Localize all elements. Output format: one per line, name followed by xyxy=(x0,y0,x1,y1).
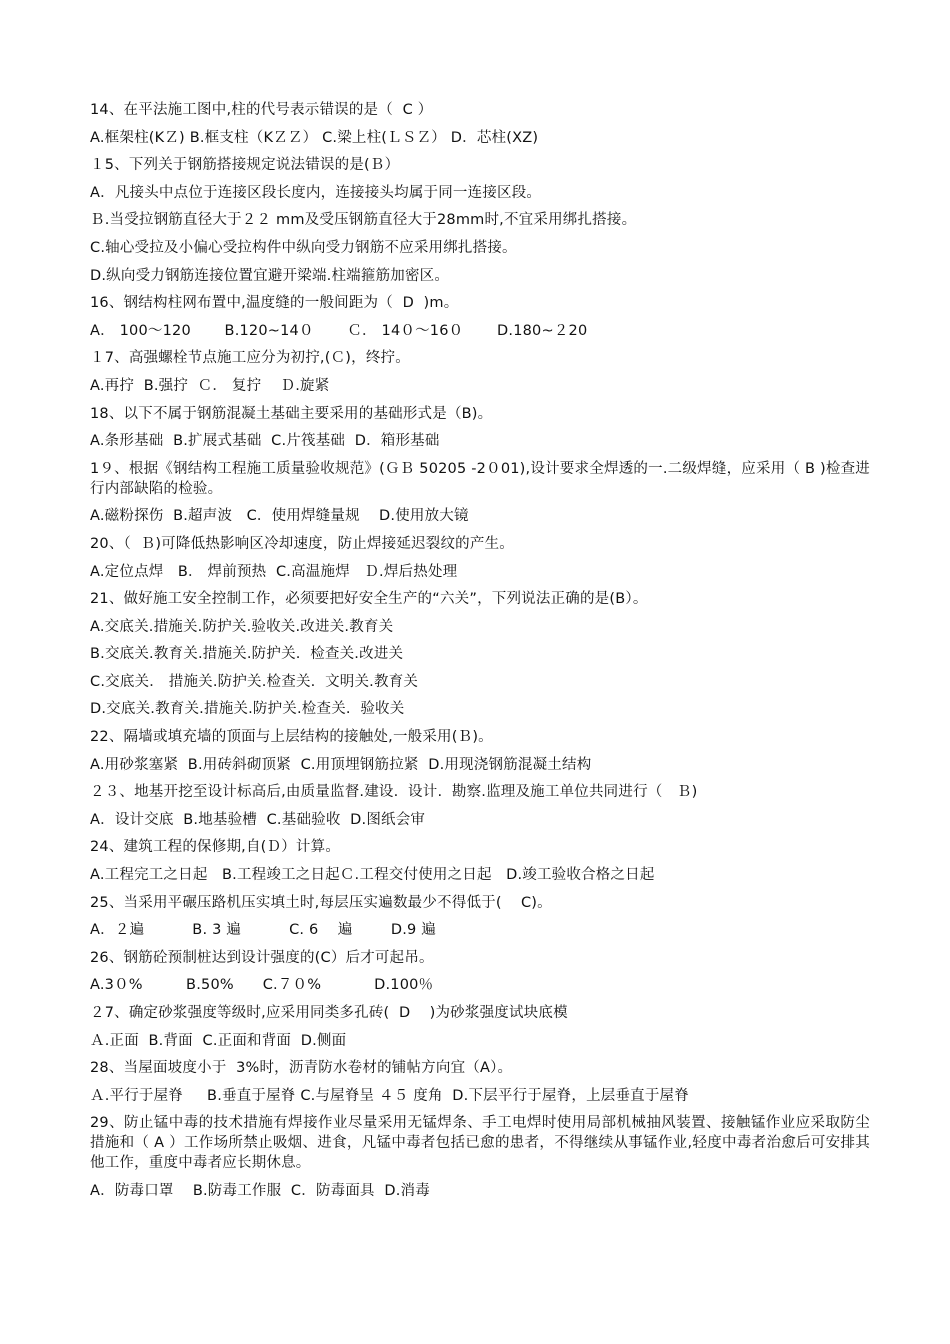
question-23: ２３、地基开挖至设计标高后,由质量监督.建设. 设计. 勘察.监理及施工单位共同进行（ Ｂ) xyxy=(90,784,698,801)
question-29: 29、防止锰中毒的技术措施有焊接作业尽量采用无锰焊条、手工电焊时使用局部机械抽风装置、接触锰作业应采取防尘措施和（ A ）工作场所禁止吸烟、进食，凡锰中毒者包括已愈的患者，不得继续从事锰作业,轻度中毒者治愈后可安排其他工作，重度中毒者应长期休息。 xyxy=(90,1115,870,1172)
question-22-options: A.用砂浆塞紧 B.用砖斜砌顶紧 C.用顶埋钢筋拉紧 D.用现浇钢筋混凝土结构 xyxy=(90,756,592,773)
question-27-options: Ａ.正面 B.背面 C.正面和背面 D.侧面 xyxy=(90,1032,347,1049)
question-22: 22、隔墙或填充墙的顶面与上层结构的接触处,一般采用(Ｂ)。 xyxy=(90,729,493,746)
question-15: １5、下列关于钢筋搭接规定说法错误的是(Ｂ） xyxy=(90,157,400,174)
question-26-options: A.3０% B.50% C.７０% D.100％ xyxy=(90,977,434,994)
question-17-options: A.再拧 B.强拧 Ｃ． 复拧 Ｄ.旋紧 xyxy=(90,377,330,394)
question-15-option-d: D.纵向受力钢筋连接位置宜避开梁端.柱端箍筋加密区。 xyxy=(90,267,450,284)
question-21: 21、做好施工安全控制工作，必须要把好安全生产的“六关”，下列说法正确的是(B）。 xyxy=(90,591,648,608)
question-28: 28、当屋面坡度小于 3%时，沥青防水卷材的铺帖方向宜（A）。 xyxy=(90,1060,513,1077)
question-29-options: A．防毒口罩 B.防毒工作服 C．防毒面具 D.消毒 xyxy=(90,1182,430,1199)
question-21-option-a: A.交底关.措施关.防护关.验收关.改进关.教育关 xyxy=(90,618,394,635)
question-21-option-d: D.交底关.教育关.措施关.防护关.检查关. 验收关 xyxy=(90,701,405,718)
question-20: 20、（ Ｂ)可降低热影响区冷却速度，防止焊接延迟裂纹的产生。 xyxy=(90,535,514,552)
question-19-options: A.磁粉探伤 B.超声波 C．使用焊缝量规 D.使用放大镜 xyxy=(90,508,469,525)
question-14-options: A.框架柱(KＺ) B.框支柱（KＺＺ） C.梁上柱(ＬＳＺ） D．芯柱(XZ) xyxy=(90,129,539,146)
question-21-option-b: B.交底关.教育关.措施关.防护关. 检查关.改进关 xyxy=(90,646,404,663)
question-18-options: A.条形基础 B.扩展式基础 C.片筏基础 D．箱形基础 xyxy=(90,433,440,450)
question-21-option-c: C.交底关． 措施关.防护关.检查关. 文明关.教育关 xyxy=(90,673,419,690)
question-20-options: A.定位点焊 B． 焊前预热 C.高温施焊 Ｄ.焊后热处理 xyxy=(90,563,458,580)
question-19: 1９、根据《钢结构工程施工质量验收规范》(ＧＢ 50205 -2０01),设计要求全焊透的一.二级焊缝，应采用（ B )检查进行内部缺陷的检验。 xyxy=(90,460,870,497)
question-26: 26、钢筋砼预制桩达到设计强度的(C）后才可起吊。 xyxy=(90,949,434,966)
question-16-options: A． 100～120 B.120~14０ Ｃ． 14０～16０ D.180~２20 xyxy=(90,322,588,339)
question-24-options: A.工程完工之日起 B.工程竣工之日起Ｃ.工程交付使用之日起 D.竣工验收合格之日起 xyxy=(90,867,655,884)
question-18: 18、以下不属于钢筋混凝土基础主要采用的基础形式是（B)。 xyxy=(90,405,493,422)
question-16: 16、钢结构柱网布置中,温度缝的一般间距为（ D )m。 xyxy=(90,295,459,312)
question-25: 25、当采用平碾压路机压实填土时,每层压实遍数最少不得低于( C)。 xyxy=(90,894,552,911)
question-14: 14、在平法施工图中,柱的代号表示错误的是（ C ） xyxy=(90,102,433,118)
question-15-option-b: Ｂ.当受拉钢筋直径大于２２ mm及受压钢筋直径大于28mm时,不宜采用绑扎搭接。 xyxy=(90,212,637,229)
question-27: ２7、确定砂浆强度等级时,应采用同类多孔砖( D )为砂浆强度试块底模 xyxy=(90,1005,568,1021)
question-24: 24、建筑工程的保修期,自(Ｄ）计算。 xyxy=(90,839,341,856)
question-25-options: A．２遍 B. 3 遍 C. 6 遍 D.9 遍 xyxy=(90,922,436,939)
question-15-option-a: A．凡接头中点位于连接区段长度内，连接接头均属于同一连接区段。 xyxy=(90,184,542,201)
question-23-options: A．设计交底 B.地基验槽 C.基础验收 D.图纸会审 xyxy=(90,811,426,828)
question-15-option-c: C.轴心受拉及小偏心受拉构件中纵向受力钢筋不应采用绑扎搭接。 xyxy=(90,239,517,256)
question-28-options: Ａ.平行于屋脊 B.垂直于屋脊 C.与屋脊呈 ４５ 度角 D.下层平行于屋脊，上层垂直于屋脊 xyxy=(90,1087,689,1104)
question-17: １7、高强螺栓节点施工应分为初拧,(Ｃ)，终拧。 xyxy=(90,350,410,367)
